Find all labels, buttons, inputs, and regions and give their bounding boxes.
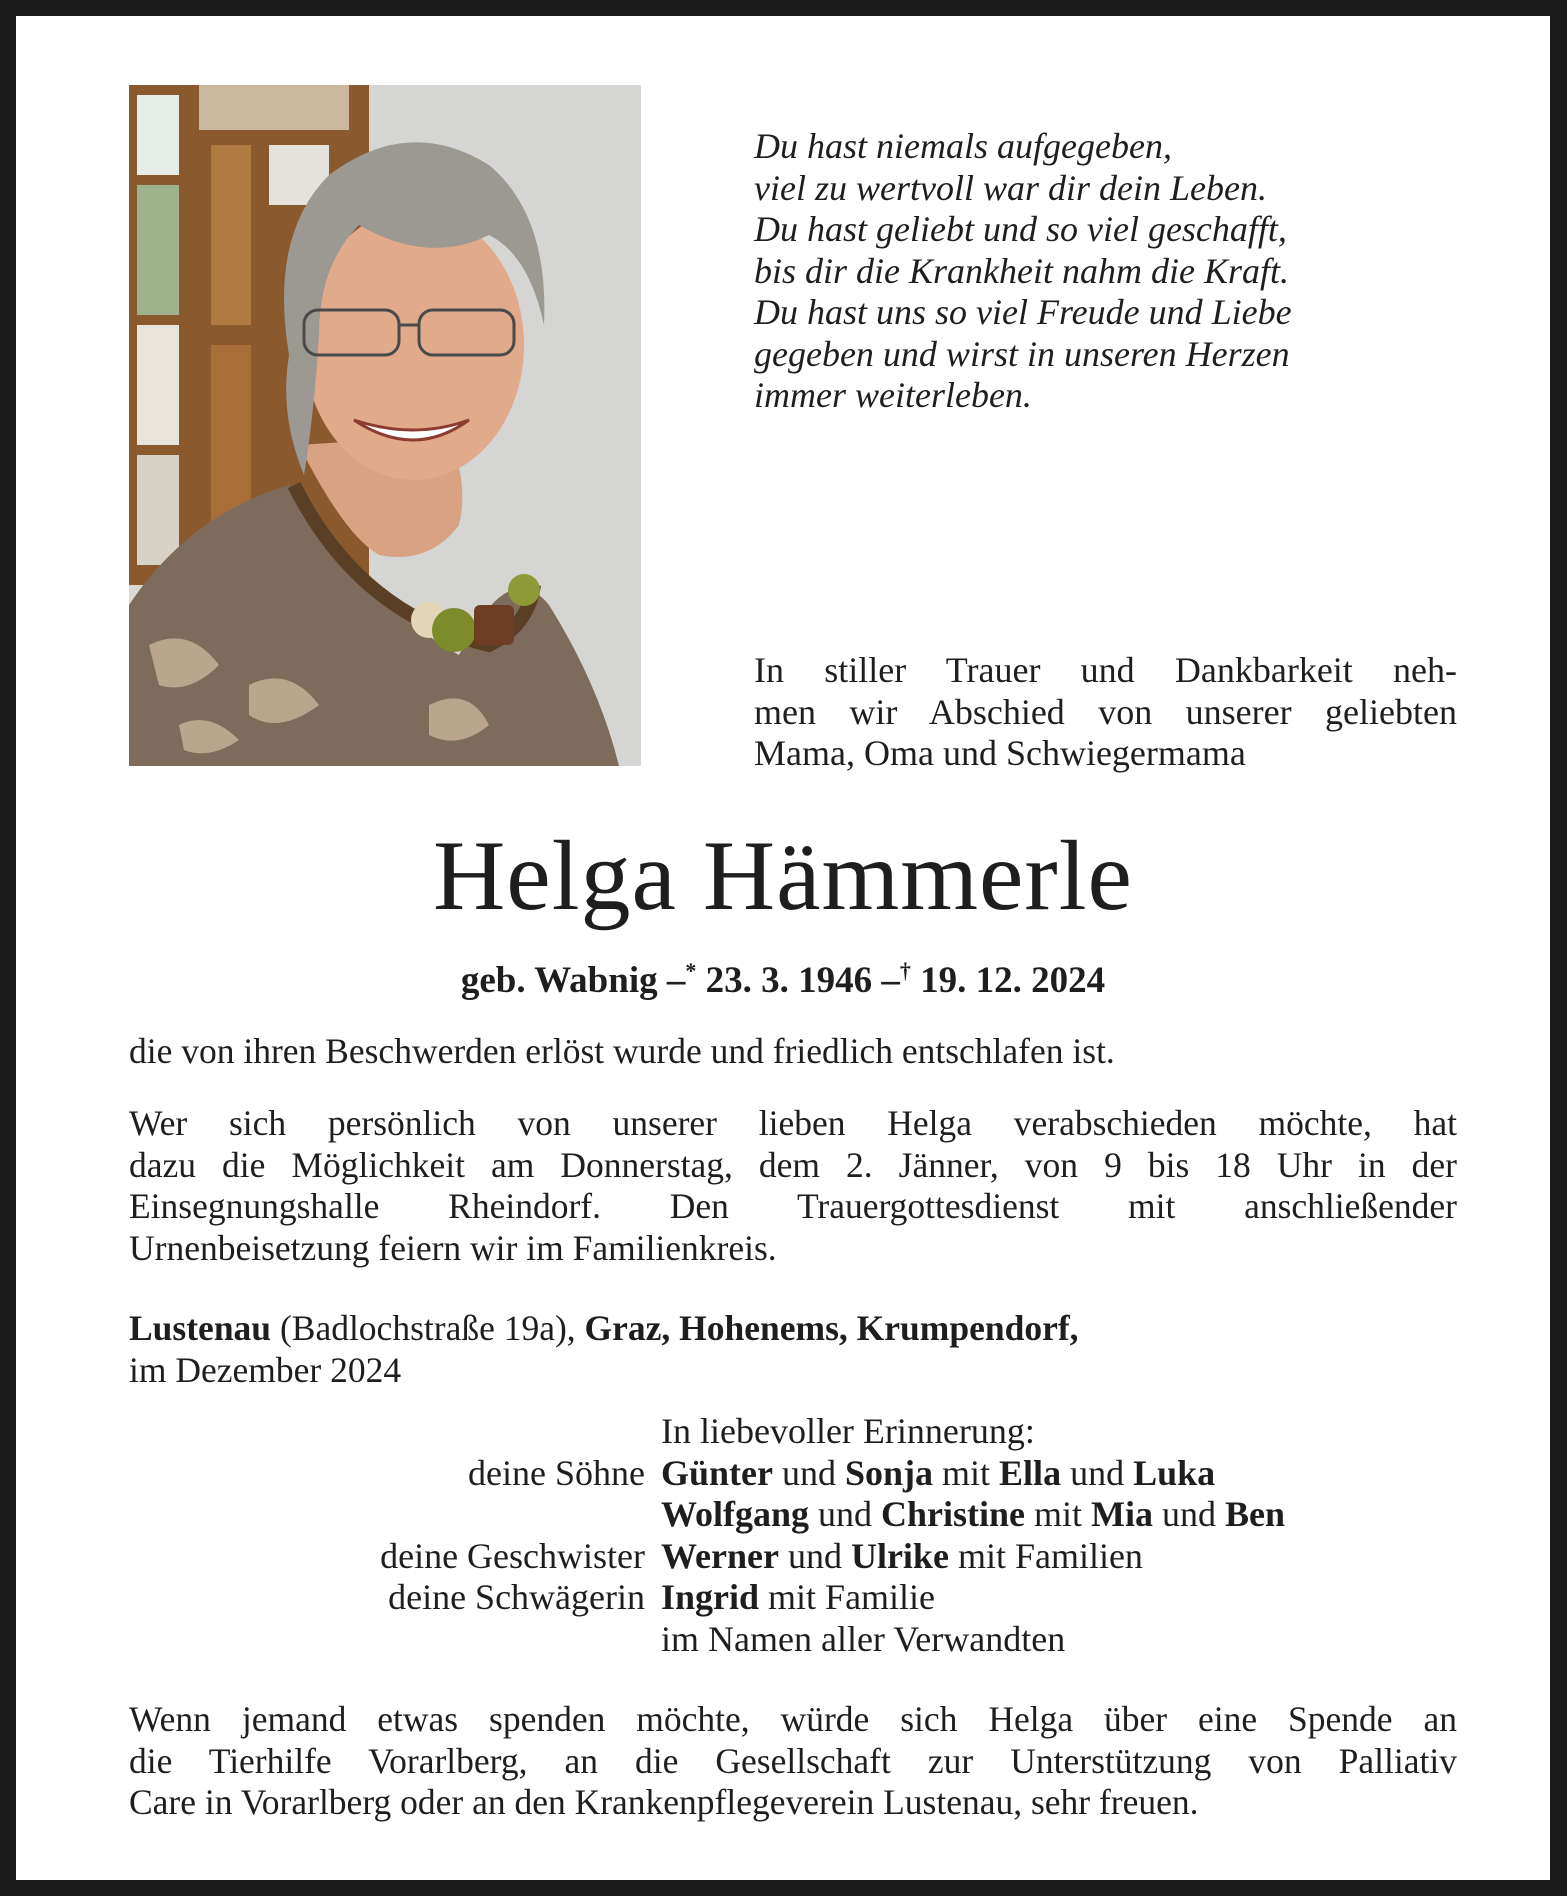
farewell-line: Einsegnungshalle Rheindorf. Den Trauergottesdienst mit anschließender bbox=[129, 1186, 1457, 1226]
intro-line: In stiller Trauer und Dankbarkeit neh- bbox=[754, 650, 1457, 690]
connector: mit Familie bbox=[759, 1577, 936, 1617]
farewell-paragraph bbox=[129, 1103, 1457, 1269]
mourner-name: Wolfgang bbox=[661, 1494, 810, 1534]
connector: und bbox=[773, 1452, 845, 1493]
poem-line: Du hast niemals aufgegeben, bbox=[754, 126, 1172, 166]
portrait-illustration bbox=[129, 85, 641, 766]
birth-name: geb. Wabnig bbox=[460, 960, 658, 1001]
relieved-text: die von ihren Beschwerden erlöst wurde und friedlich entschlafen ist. bbox=[129, 1031, 1115, 1071]
mourner-name: Werner bbox=[661, 1535, 779, 1576]
relatives-line: im Namen aller Verwandten bbox=[661, 1618, 1066, 1659]
mourner-name: Ulrike bbox=[850, 1535, 949, 1576]
mourner-name: Christine bbox=[881, 1494, 1026, 1534]
poem-line: viel zu wertvoll war dir dein Leben. bbox=[754, 167, 1267, 208]
connector: und bbox=[1061, 1452, 1134, 1493]
mourner-name: Luka bbox=[1133, 1452, 1216, 1493]
intro-line: Mama, Oma und Schwiegermama bbox=[754, 733, 1246, 773]
sons-row-2 bbox=[129, 1494, 1457, 1536]
mourners-list bbox=[129, 1411, 1457, 1660]
birth-date: 23. 3. 1946 bbox=[705, 960, 873, 1001]
intro-text bbox=[754, 650, 1457, 775]
mourner-name: Sonja bbox=[845, 1452, 934, 1493]
donation-line: die Tierhilfe Vorarlberg, an die Gesellschaft zur Unterstützung von Palliativ bbox=[129, 1740, 1457, 1781]
deceased-name: Helga Hämmerle bbox=[433, 820, 1133, 931]
portrait-photo bbox=[129, 85, 641, 766]
mourner-name: Ben bbox=[1225, 1494, 1286, 1534]
sons-line-1 bbox=[661, 1453, 1457, 1495]
mourner-name: Ingrid bbox=[661, 1577, 760, 1617]
birth-symbol: * bbox=[685, 958, 697, 983]
dash: – bbox=[881, 960, 900, 1001]
mourner-name: Günter bbox=[661, 1452, 773, 1493]
death-symbol: † bbox=[899, 958, 911, 983]
intro-line: men wir Abschied von unserer geliebten bbox=[754, 691, 1457, 732]
place-city: Lustenau bbox=[129, 1308, 272, 1348]
connector: und bbox=[778, 1535, 851, 1576]
poem-line: gegeben und wirst in unseren Herzen bbox=[754, 333, 1290, 374]
mourners-heading: In liebevoller Erinnerung: bbox=[661, 1411, 1035, 1451]
sister-in-law-row bbox=[129, 1577, 1457, 1619]
connector: mit bbox=[1025, 1494, 1092, 1534]
poem-line: Du hast geliebt und so viel geschafft, bbox=[754, 209, 1287, 249]
farewell-line: dazu die Möglichkeit am Donnerstag, dem 2. Jänner, von 9 bis 18 Uhr in der bbox=[129, 1144, 1457, 1185]
donation-paragraph bbox=[129, 1699, 1457, 1824]
relatives-row bbox=[129, 1619, 1457, 1661]
farewell-line: Wer sich persönlich von unserer lieben Helga verabschieden möchte, hat bbox=[129, 1103, 1457, 1143]
mourner-name: Mia bbox=[1091, 1494, 1154, 1534]
mourner-name: Ella bbox=[999, 1452, 1062, 1493]
siblings-label: deine Geschwister bbox=[380, 1535, 645, 1576]
donation-line: Wenn jemand etwas spenden möchte, würde sich Helga über eine Spende an bbox=[129, 1699, 1457, 1739]
poem bbox=[754, 126, 1474, 417]
connector: und bbox=[1153, 1494, 1226, 1534]
sons-label: deine Söhne bbox=[468, 1452, 645, 1493]
siblings-line bbox=[661, 1536, 1457, 1578]
place-other-cities: Graz, Hohenems, Krumpendorf, bbox=[584, 1308, 1079, 1348]
life-dates bbox=[16, 949, 1550, 1003]
dash: – bbox=[666, 960, 686, 1001]
place-date: im Dezember 2024 bbox=[129, 1349, 402, 1390]
donation-line: Care in Vorarlberg oder an den Krankenpflegeverein Lustenau, sehr freuen. bbox=[129, 1782, 1199, 1822]
siblings-row bbox=[129, 1536, 1457, 1578]
place-line bbox=[129, 1308, 1457, 1350]
poem-line: immer weiterleben. bbox=[754, 375, 1032, 415]
connector: mit Familien bbox=[948, 1535, 1143, 1576]
connector: mit bbox=[933, 1452, 1000, 1493]
place-address: (Badlochstraße 19a), bbox=[271, 1308, 585, 1348]
farewell-line: Urnenbeisetzung feiern wir im Familienkreis. bbox=[129, 1227, 777, 1268]
connector: und bbox=[809, 1494, 882, 1534]
poem-line: Du hast uns so viel Freude und Liebe bbox=[754, 292, 1292, 332]
poem-line: bis dir die Krankheit nahm die Kraft. bbox=[754, 250, 1289, 291]
mourners-heading-row bbox=[129, 1411, 1457, 1453]
death-date: 19. 12. 2024 bbox=[920, 960, 1106, 1001]
obituary-page bbox=[16, 16, 1550, 1880]
sons-row bbox=[129, 1453, 1457, 1495]
sons-line-2 bbox=[661, 1494, 1457, 1536]
sister-in-law-label: deine Schwägerin bbox=[388, 1577, 645, 1617]
place-and-date bbox=[129, 1308, 1457, 1391]
sister-in-law-line bbox=[661, 1577, 1457, 1619]
